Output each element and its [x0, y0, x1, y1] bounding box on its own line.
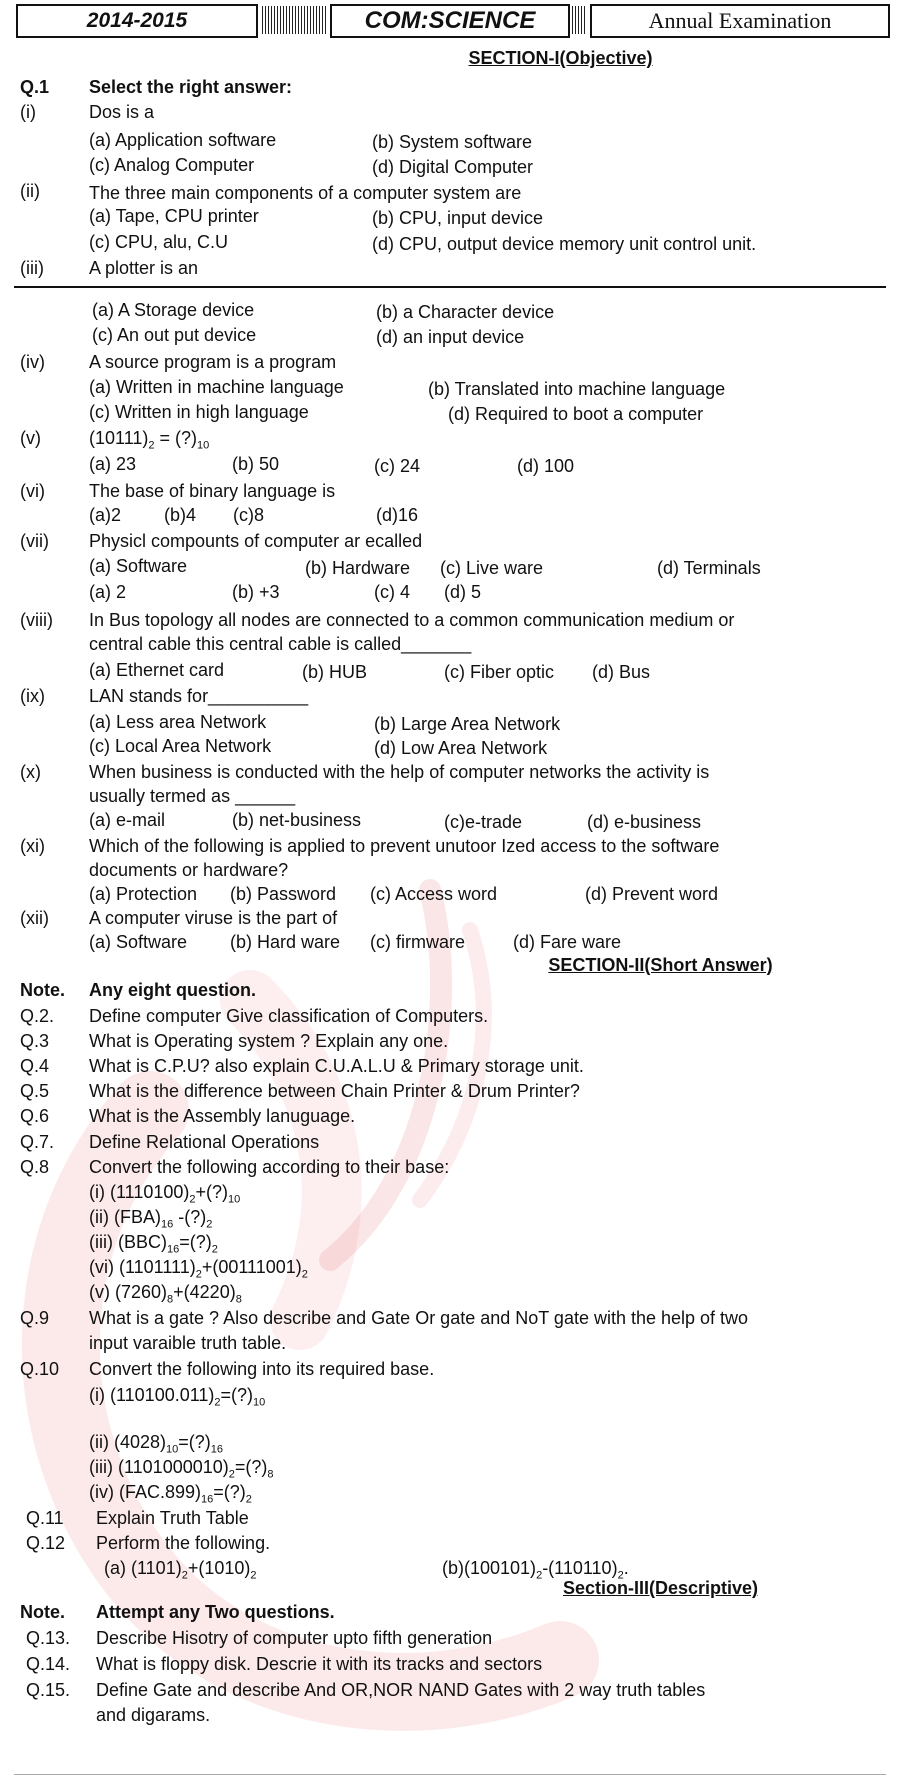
mcq-option: (d) Prevent word	[585, 884, 719, 904]
mcq-option: (c) 4	[374, 582, 410, 602]
exam-type-label: Annual Examination	[590, 4, 890, 38]
question-text: Select the right answer:	[89, 77, 293, 97]
note-label: Note.	[20, 1602, 65, 1622]
question-number: Q.8	[20, 1157, 50, 1177]
exam-header	[10, 4, 890, 36]
section2-title: SECTION-II(Short Answer)	[548, 955, 773, 975]
mcq-option: (c) Written in high language	[89, 402, 309, 422]
subject-title: COM:SCIENCE	[330, 4, 570, 38]
mcq-option: (a) Protection	[89, 884, 198, 904]
mcq-option: (d)16	[376, 505, 419, 525]
question-number: Q.4	[20, 1056, 50, 1076]
mcq-question: When business is conducted with the help of computer networks the activity is	[89, 762, 710, 782]
mcq-option: (c) Local Area Network	[89, 736, 272, 756]
mcq-option: (c) firmware	[370, 932, 465, 952]
question-number: Q.9	[20, 1308, 50, 1328]
mcq-number: (x)	[20, 762, 41, 782]
mcq-option: (d) 5	[444, 582, 482, 602]
mcq-option: (b) 50	[232, 454, 280, 474]
mcq-question: Which of the following is applied to prevent unutoor Ized access to the software	[89, 836, 720, 856]
mcq-number: (viii)	[20, 610, 53, 630]
mcq-option: (c) An out put device	[92, 325, 257, 345]
mcq-option: (b) Translated into machine language	[428, 379, 726, 399]
mcq-option: (a) e-mail	[89, 810, 166, 830]
question-number: Q.2.	[20, 1006, 55, 1026]
mcq-question: $(10111)_2$ = $(?)_{10}$	[89, 428, 210, 452]
mcq-number: (i)	[20, 102, 36, 122]
mcq-option: (b)4	[164, 505, 197, 525]
header-stripe	[572, 6, 586, 34]
question-text: Define computer Give classification of Computers.	[89, 1006, 489, 1026]
mcq-option: (a) 2	[89, 582, 127, 602]
question-text: and digarams.	[96, 1705, 211, 1725]
mcq-option: (c) Live ware	[440, 558, 544, 578]
section3-title: Section-III(Descriptive)	[562, 1578, 759, 1598]
conversion-item: (iv) $(FAC.899)_{16}=(?)_2$	[89, 1482, 252, 1506]
conversion-item: (iii) $(BBC)_{16}=(?)_2$	[89, 1232, 218, 1256]
note-label: Note.	[20, 980, 65, 1000]
mcq-option: (b) System software	[372, 132, 533, 152]
conversion-item: (i) $(110100.011)_2=(?)_{10}$	[89, 1385, 266, 1409]
conversion-item: (i) $(1110100)_2+(?)_{10}$	[89, 1182, 241, 1206]
mcq-question: The base of binary language is	[89, 481, 336, 501]
mcq-option: (b) net-business	[232, 810, 362, 830]
mcq-option: (a) Application software	[89, 130, 277, 150]
mcq-option: (c) CPU, alu, C.U	[89, 232, 229, 252]
mcq-number: (xi)	[20, 836, 45, 856]
page-bottom-rule	[14, 1774, 886, 1775]
mcq-option: (d) an input device	[376, 327, 525, 347]
note-text: Any eight question.	[89, 980, 257, 1000]
question-text: What is a gate ? Also describe and Gate Or gate and NoT gate with the help of two	[89, 1308, 749, 1328]
mcq-option: (b) Large Area Network	[374, 714, 561, 734]
mcq-option: (d) Fare ware	[513, 932, 622, 952]
question-text: Perform the following.	[96, 1533, 271, 1553]
mcq-number: (vii)	[20, 531, 49, 551]
question-number: Q.14.	[26, 1654, 71, 1674]
mcq-question: Physicl compounts of computer ar ecalled	[89, 531, 423, 551]
mcq-question: In Bus topology all nodes are connected to a common communication medium or	[89, 610, 735, 630]
conversion-item: (vi) $(1101111)_2+(00111001)_2$	[89, 1257, 308, 1281]
mcq-option: (b) +3	[232, 582, 280, 602]
mcq-option: (a) Written in machine language	[89, 377, 344, 397]
mcq-option: (d) CPU, output device memory unit control unit.	[372, 234, 757, 254]
conversion-item: (ii) $(4028)_{10}=(?)_{16}$	[89, 1432, 224, 1456]
mcq-option: (d) Required to boot a computer	[448, 404, 704, 424]
mcq-option: (a) Software	[89, 932, 188, 952]
mcq-question: A computer viruse is the part of	[89, 908, 338, 928]
mcq-number: (iii)	[20, 258, 44, 278]
mcq-option: (c)e-trade	[444, 812, 523, 832]
question-text: Convert the following according to their base:	[89, 1157, 450, 1177]
question-number: Q.3	[20, 1031, 50, 1051]
header-stripe	[262, 6, 326, 34]
section1-title: SECTION-I(Objective)	[468, 48, 653, 68]
conversion-item: (v) $(7260)_8+(4220)_8$	[89, 1282, 242, 1306]
mcq-question: Dos is a	[89, 102, 155, 122]
question-number: Q.1	[20, 77, 50, 97]
question-text: input varaible truth table.	[89, 1333, 287, 1353]
mcq-question: central cable this central cable is called_______	[89, 634, 472, 654]
question-number: Q.13.	[26, 1628, 71, 1648]
mcq-option: (b) Hard ware	[230, 932, 341, 952]
mcq-option: (c)8	[233, 505, 264, 525]
question-number: Q.10	[20, 1359, 60, 1379]
question-text: Explain Truth Table	[96, 1508, 249, 1528]
mcq-number: (xii)	[20, 908, 49, 928]
mcq-option: (c) Fiber optic	[444, 662, 555, 682]
question-text: Convert the following into its required base.	[89, 1359, 435, 1379]
mcq-option: (d) 100	[517, 456, 575, 476]
mcq-option: (c) Access word	[370, 884, 498, 904]
question-number: Q.7.	[20, 1132, 55, 1152]
mcq-question: A source program is a program	[89, 352, 337, 372]
question-text: What is the difference between Chain Printer & Drum Printer?	[89, 1081, 580, 1101]
mcq-option: (c) Analog Computer	[89, 155, 255, 175]
mcq-question: documents or hardware?	[89, 860, 289, 880]
mcq-option: (a) 23	[89, 454, 137, 474]
conversion-item: (ii) $(FBA)_{16}$ $-(?)_2$	[89, 1207, 213, 1231]
mcq-number: (vi)	[20, 481, 45, 501]
mcq-question: The three main components of a computer system are	[89, 183, 522, 203]
mcq-option: (b) Password	[230, 884, 337, 904]
mcq-number: (iv)	[20, 352, 45, 372]
year-label: 2014-2015	[16, 4, 258, 38]
page-divider	[14, 286, 886, 288]
question-number: Q.12	[26, 1533, 66, 1553]
mcq-option: (b) CPU, input device	[372, 208, 544, 228]
question-number: Q.11	[26, 1508, 64, 1528]
mcq-question: A plotter is an	[89, 258, 199, 278]
note-text: Attempt any Two questions.	[96, 1602, 335, 1622]
mcq-question: usually termed as ______	[89, 786, 296, 806]
mcq-option: (a) Software	[89, 556, 188, 576]
mcq-option: (a) Tape, CPU printer	[89, 206, 259, 226]
mcq-option: (a) Less area Network	[89, 712, 267, 732]
mcq-option: (d) Low Area Network	[374, 738, 548, 758]
question-text: What is Operating system ? Explain any one.	[89, 1031, 449, 1051]
mcq-option: (a) A Storage device	[92, 300, 255, 320]
question-text: Define Relational Operations	[89, 1132, 320, 1152]
question-text: Define Gate and describe And OR,NOR NAND Gates with 2 way truth tables	[96, 1680, 706, 1700]
mcq-option: (d) Terminals	[657, 558, 761, 578]
question-number: Q.5	[20, 1081, 50, 1101]
mcq-option: (d) Bus	[592, 662, 651, 682]
question-text: Describe Hisotry of computer upto fifth generation	[96, 1628, 493, 1648]
mcq-option: (a)2	[89, 505, 122, 525]
mcq-option: (c) 24	[374, 456, 421, 476]
question-text: What is floppy disk. Descrie it with its tracks and sectors	[96, 1654, 543, 1674]
mcq-option: (b) Hardware	[305, 558, 411, 578]
mcq-option: (d) e-business	[587, 812, 702, 832]
mcq-number: (v)	[20, 428, 41, 448]
question-number: Q.6	[20, 1106, 50, 1126]
mcq-number: (ii)	[20, 181, 40, 201]
question-text: What is C.P.U? also explain C.U.A.L.U & Primary storage unit.	[89, 1056, 584, 1076]
arithmetic-item: $(b)(100101)_2-(110110)_2$.	[442, 1558, 629, 1582]
arithmetic-item: (a) $(1101)_2+(1010)_2$	[104, 1558, 257, 1582]
mcq-option: (a) Ethernet card	[89, 660, 225, 680]
mcq-option: (d) Digital Computer	[372, 157, 534, 177]
question-number: Q.15.	[26, 1680, 71, 1700]
conversion-item: (iii) $(1101000010)_2=(?)_8$	[89, 1457, 274, 1481]
mcq-option: (b) HUB	[302, 662, 368, 682]
mcq-number: (ix)	[20, 686, 45, 706]
question-text: What is the Assembly lanuguage.	[89, 1106, 356, 1126]
mcq-question: LAN stands for__________	[89, 686, 309, 706]
mcq-option: (b) a Character device	[376, 302, 555, 322]
